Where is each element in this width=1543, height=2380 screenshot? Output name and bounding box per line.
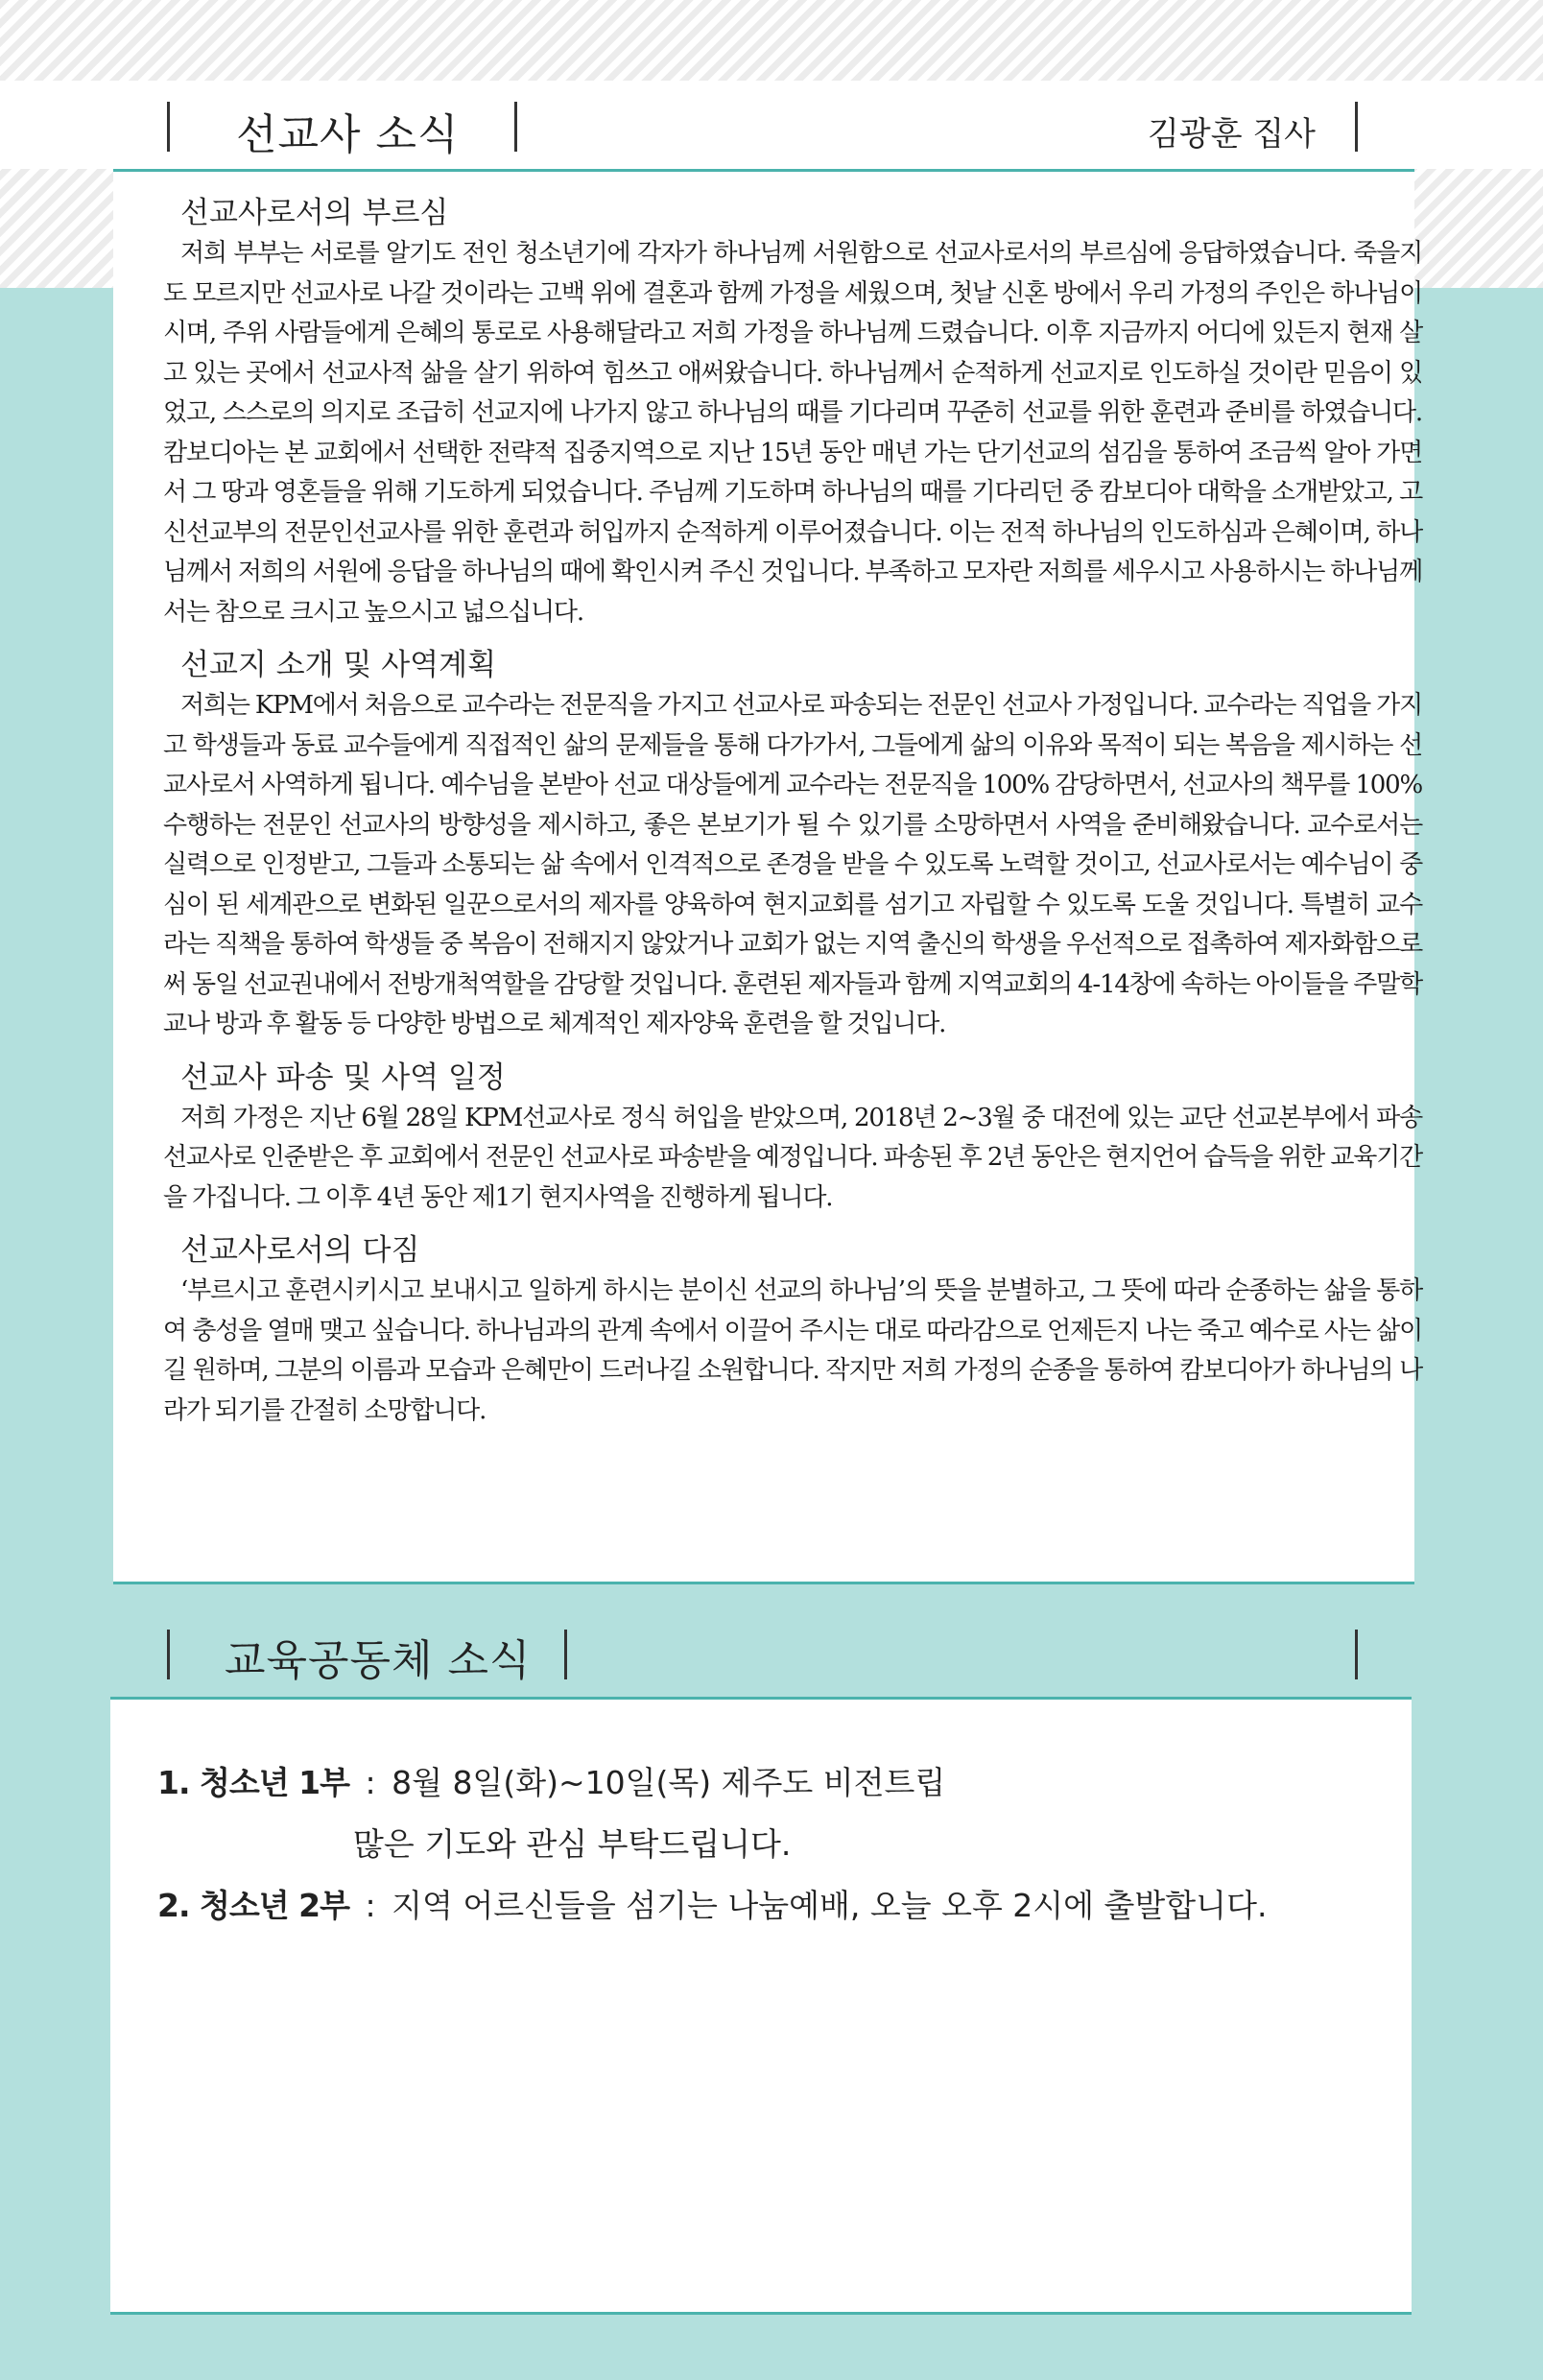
- header-divider: [167, 102, 170, 152]
- item-separator: :: [365, 1887, 376, 1924]
- header-divider: [564, 1630, 567, 1679]
- section-heading: 선교지 소개 및 사역계획: [180, 648, 497, 682]
- panel-bottom-line: [113, 1582, 1414, 1584]
- list-item-continuation: 많은 기도와 관심 부탁드립니다.: [353, 1825, 792, 1863]
- section-body: 저희는 KPM에서 처음으로 교수라는 전문직을 가지고 선교사로 파송되는 전문인 선교사 가정입니다. 교수라는 직업을 가지고 학생들과 동료 교수들에게 직접적인 삶의 문제들을 통해 다가가서, 그들에게 삶의 이유와 목적이 되는 복음을 제시하는 선교사로서 사역하게 됩니다. 예수님을 본받아 선교 대상들에게 교수라는 전문직을 100% 감당하면서, 선교사의 책무를 100% 수행하는 전문인 선교사의 방향성을 제시하고, 좋은 본보기가 될 수 있기를 소망하면서 사역을 준비해왔습니다. 교수로서는 실력으로 인정받고, 그들과 소통되는 삶 속에서 인격적으로 존경을 받을 수 있도록 노력할 것이고, 선교사로서는 예수님이 중심이 된 세계관으로 변화된 일꾼으로서의 제자를 양육하여 현지교회를 섬기고 자립할 수 있도록 도울 것입니다. 특별히 교수라는 직책을 통하여 학생들 중 복음이 전해지지 않았거나 교회가 없는 지역 출신의 학생을 우선적으로 접촉하여 제자화함으로써 동일 선교권내에서 전방개척역할을 감당할 것입니다. 훈련된 제자들과 함께 지역교회의 4-14창에 속하는 아이들을 주말학교나 방과 후 활동 등 다양한 방법으로 체계적인 제자양육 훈련을 할 것입니다.: [163, 691, 1422, 1038]
- item-separator: :: [365, 1764, 376, 1801]
- header-divider: [1355, 1630, 1358, 1679]
- section-body: 저희 부부는 서로를 알기도 전인 청소년기에 각자가 하나님께 서원함으로 선교사로서의 부르심에 응답하였습니다. 죽을지도 모르지만 선교사로 나갈 것이라는 고백 위에 결혼과 함께 가정을 세웠으며, 첫날 신혼 방에서 우리 가정의 주인은 하나님이시며, 주위 사람들에게 은혜의 통로로 사용해달라고 저희 가정을 하나님께 드렸습니다. 이후 지금까지 어디에 있든지 현재 살고 있는 곳에서 선교사적 삶을 살기 위하여 힘쓰고 애써왔습니다. 하나님께서 순적하게 선교지로 인도하실 것이란 믿음이 있었고, 스스로의 의지로 조급히 선교지에 나가지 않고 하나님의 때를 기다리며 꾸준히 선교를 위한 훈련과 준비를 하였습니다. 캄보디아는 본 교회에서 선택한 전략적 집중지역으로 지난 15년 동안 매년 가는 단기선교의 섬김을 통하여 조금씩 알아 가면서 그 땅과 영혼들을 위해 기도하게 되었습니다. 주님께 기도하며 하나님의 때를 기다리던 중 캄보디아 대학을 소개받았고, 고신선교부의 전문인선교사를 위한 훈련과 허입까지 순적하게 이루어졌습니다. 이는 전적 하나님의 인도하심과 은혜이며, 하나님께서 저희의 서원에 응답을 하나님의 때에 확인시켜 주신 것입니다. 부족하고 모자란 저희를 세우시고 사용하시는 하나님께서는 참으로 크시고 높으시고 넓으십니다.: [163, 239, 1422, 627]
- item-label: 2. 청소년 2부: [157, 1887, 349, 1924]
- section-body: ‘부르시고 훈련시키시고 보내시고 일하게 하시는 분이신 선교의 하나님’의 뜻을 분별하고, 그 뜻에 따라 순종하는 삶을 통하여 충성을 열매 맺고 싶습니다. 하나님과의 관계 속에서 이끌어 주시는 대로 따라감으로 언제든지 나는 죽고 예수로 사는 삶이길 원하며, 그분의 이름과 모습과 은혜만이 드러나길 소원합니다. 작지만 저희 가정의 순종을 통하여 캄보디아가 하나님의 나라가 되기를 간절히 소망합니다.: [163, 1276, 1422, 1425]
- list-item: [157, 1875, 1395, 1937]
- header-divider: [167, 1630, 170, 1679]
- section-body: 저희 가정은 지난 6월 28일 KPM선교사로 정식 허입을 받았으며, 2018년 2~3월 중 대전에 있는 교단 선교본부에서 파송 선교사로 인준받은 후 교회에서 전문인 선교사로 파송받을 예정입니다. 파송된 후 2년 동안은 현지언어 습득을 위한 교육기간을 가집니다. 그 이후 4년 동안 제1기 현지사역을 진행하게 됩니다.: [163, 1103, 1422, 1212]
- education-news-list: [157, 1752, 1395, 1937]
- mission-news-title: 선교사 소식: [236, 110, 460, 159]
- author-name: 김광훈 집사: [1148, 115, 1317, 154]
- mission-news-article: [163, 192, 1422, 1431]
- education-news-title: 교육공동체 소식: [225, 1636, 532, 1685]
- section-heading: 선교사로서의 다짐: [180, 1233, 420, 1268]
- section-heading: 선교사로서의 부르심: [180, 196, 449, 230]
- item-text: 8월 8일(화)~10일(목) 제주도 비전트립: [392, 1764, 946, 1801]
- header-divider: [514, 102, 517, 152]
- panel-bottom-line: [110, 2312, 1412, 2315]
- item-text: 지역 어르신들을 섬기는 나눔예배, 오늘 오후 2시에 출발합니다.: [392, 1887, 1268, 1924]
- item-label: 1. 청소년 1부: [157, 1764, 349, 1801]
- section-heading: 선교사 파송 및 사역 일정: [180, 1059, 506, 1095]
- header-divider: [1355, 102, 1358, 152]
- list-item: [157, 1752, 1395, 1814]
